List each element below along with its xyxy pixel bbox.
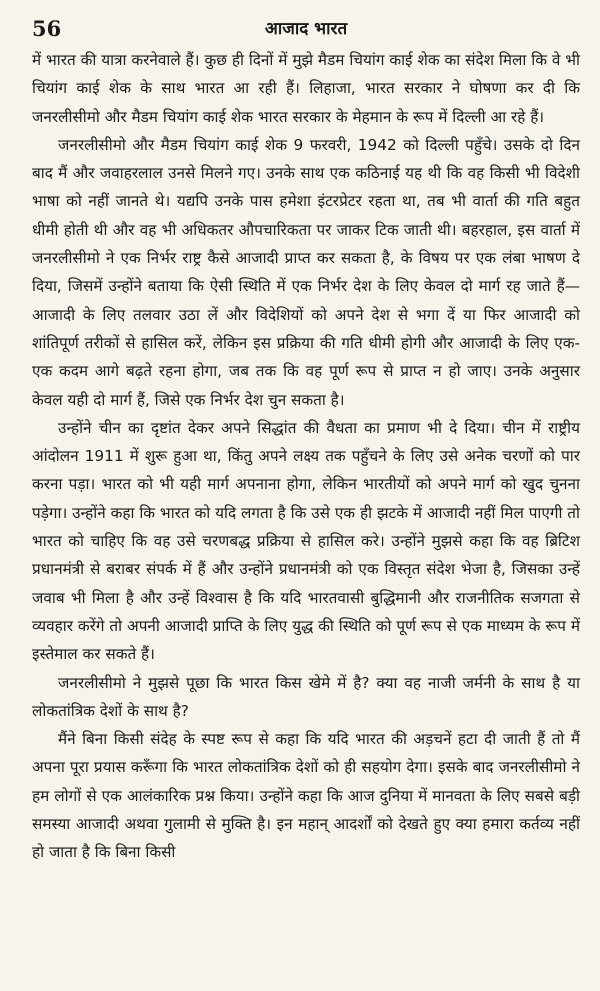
running-head — [32, 10, 580, 44]
body-text — [32, 46, 580, 867]
paragraph: मैंने बिना किसी संदेह के स्पष्ट रूप से कहा कि यदि भारत की अड़चनें हटा दी जाती हैं तो मैं अपना पूरा प्रयास करूँगा कि भारत लोकतांत्रिक देशों को ही सहयोग देगा। इसके बाद जनरलीसीमो ने हम लोगों से एक आलंकारिक प्रश्न किया। उन्होंने कहा कि आज दुनिया में मानवता के लिए सबसे बड़ी समस्या आजादी अथवा गुलामी से मुक्ति है। इन महान् आदर्शों को देखते हुए क्या हमारा कर्तव्य नहीं हो जाता है कि बिना किसी — [32, 730, 580, 862]
running-title: आजाद भारत — [264, 19, 348, 39]
paragraph: जनरलीसीमो ने मुझसे पूछा कि भारत किस खेमे में है? क्या वह नाजी जर्मनी के साथ है या लोकतांत्रिक देशों के साथ है? — [32, 673, 580, 720]
paragraph: उन्होंने चीन का दृष्टांत देकर अपने सिद्धांत की वैधता का प्रमाण भी दे दिया। चीन में राष्ट्रीय आंदोलन 1911 में शुरू हुआ था, किंतु अपने लक्ष्य तक पहुँचने के लिए उसे अनेक चरणों को पार करना पड़ा। भारत को भी यही मार्ग अपनाना होगा, लेकिन भारतीयों को अपने मार्ग को खुद चुनना पड़ेगा। उन्होंने कहा कि भारत को यदि लगता है कि उसे एक ही झटके में आजादी नहीं मिल पाएगी तो भारत को चाहिए कि वह उसे चरणबद्ध प्रक्रिया से हासिल करे। उन्होंने मुझसे कहा कि वह ब्रिटिश प्रधानमंत्री से बराबर संपर्क में हैं और उन्होंने प्रधानमंत्री को एक विस्तृत संदेश भेजा है, जिसका उन्हें जवाब भी मिला है और उन्हें विश्वास है कि यदि भारतवासी बुद्धिमानी और राजनीतिक सजगता से व्यवहार करेंगे तो अपनी आजादी प्राप्ति के लिए युद्ध की स्थिति को पूर्ण रूप से एक माध्यम के रूप में इस्तेमाल कर सकते हैं। — [32, 418, 580, 664]
paragraph: में भारत की यात्रा करनेवाले हैं। कुछ ही दिनों में मुझे मैडम चियांग काई शेक का संदेश मिला कि वे भी चियांग काई शेक के साथ भारत आ रही हैं। लिहाजा, भारत सरकार ने घोषणा कर दी कि जनरलीसीमो और मैडम चियांग काई शेक भारत सरकार के मेहमान के रूप में दिल्ली आ रहे हैं। — [32, 51, 580, 126]
page-number: 56 — [32, 16, 62, 41]
paragraph: जनरलीसीमो और मैडम चियांग काई शेक 9 फरवरी, 1942 को दिल्ली पहुँचे। उसके दो दिन बाद मैं और जवाहरलाल उनसे मिलने गए। उनके साथ एक कठिनाई यह थी कि वह किसी भी विदेशी भाषा को नहीं जानते थे। यद्यपि उनके पास हमेशा इंटरप्रेटर रहता था, तब भी वार्ता की गति बहुत धीमी होती थी और वह भी अधिकतर औपचारिकता पर जाकर टिक जाती थी। बहरहाल, इस वार्ता में जनरलीसीमो ने एक निर्भर राष्ट्र कैसे आजादी प्राप्त कर सकता है, के विषय पर एक लंबा भाषण दे दिया, जिसमें उन्होंने बताया कि ऐसी स्थिति में एक निर्भर देश के लिए केवल दो मार्ग रह जाते हैं—आजादी के लिए तलवार उठा लें और विदेशियों को अपने देश से भगा दें या फिर आजादी को शांतिपूर्ण तरीकों से हासिल करें, लेकिन इस प्रक्रिया की गति धीमी होगी और आजादी के लिए एक-एक कदम आगे बढ़ते रहना होगा, जब तक कि वह पूर्ण रूप से प्राप्त न हो जाए। उनके अनुसार केवल यही दो मार्ग हैं, जिसे एक निर्भर देश चुन सकता है। — [32, 135, 580, 409]
